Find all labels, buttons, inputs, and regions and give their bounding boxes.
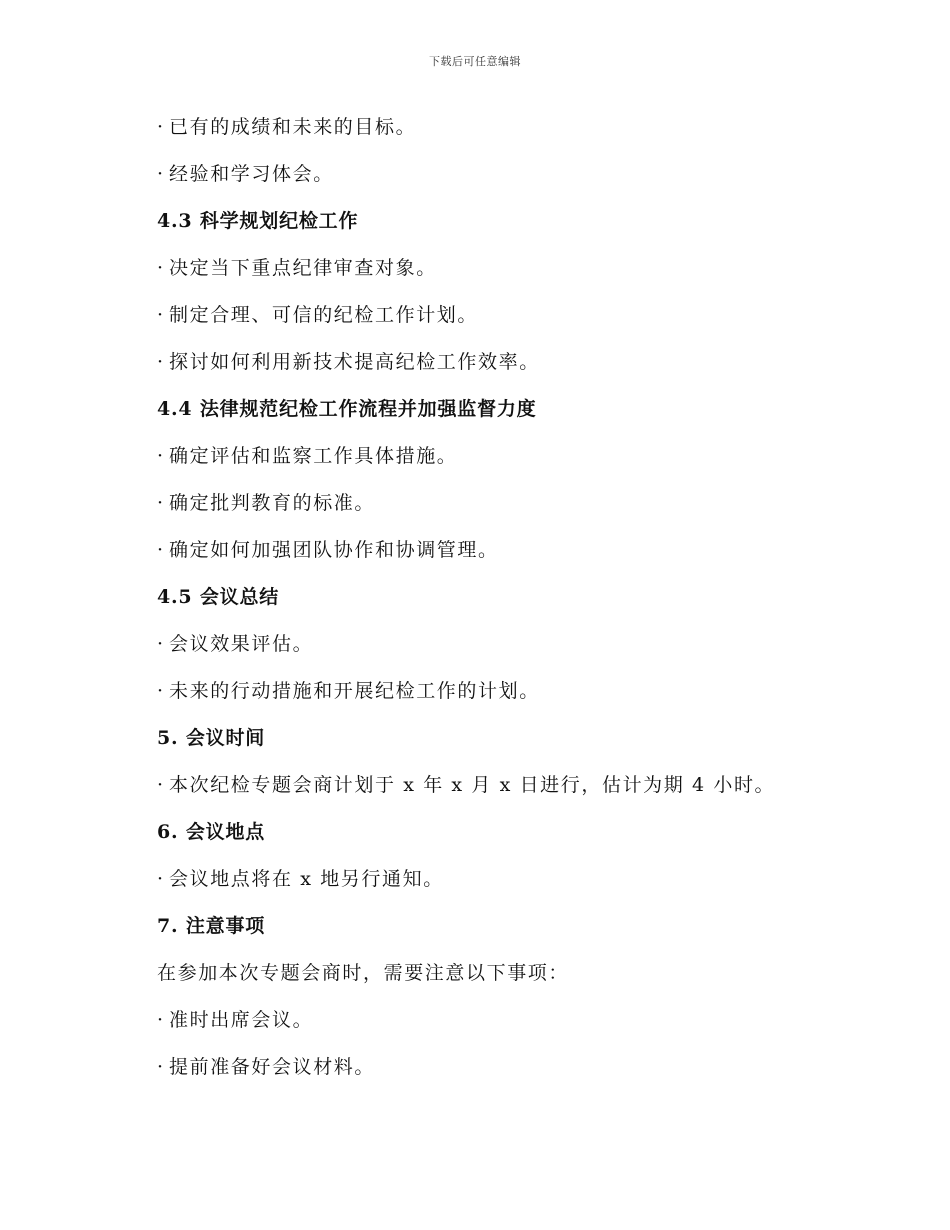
bullet-text: 提前准备好会议材料。 (169, 1056, 376, 1078)
bullet-text: 未来的行动措施和开展纪检工作的计划。 (169, 680, 540, 702)
bullet-item (157, 864, 877, 911)
bullet-dot: · (157, 633, 164, 655)
document-body (157, 112, 877, 1099)
bullet-dot: · (157, 868, 164, 890)
bullet-dot: · (157, 257, 164, 279)
bullet-dot: · (157, 351, 164, 373)
bullet-text: 已有的成绩和未来的目标。 (169, 116, 417, 138)
section-heading: 4.5 会议总结 (157, 586, 280, 608)
bullet-item (157, 347, 877, 394)
bullet-item (157, 300, 877, 347)
section-heading: 4.4 法律规范纪检工作流程并加强监督力度 (157, 398, 537, 420)
bullet-dot: · (157, 304, 164, 326)
bullet-dot: · (157, 116, 164, 138)
bullet-item (157, 159, 877, 206)
paragraph: 在参加本次专题会商时，需要注意以下事项： (157, 962, 570, 984)
bullet-dot: · (157, 492, 164, 514)
bullet-item (157, 676, 877, 723)
bullet-text: 会议效果评估。 (169, 633, 314, 655)
bullet-item (157, 535, 877, 582)
bullet-item (157, 488, 877, 535)
bullet-text: 准时出席会议。 (169, 1009, 314, 1031)
bullet-text: 探讨如何利用新技术提高纪检工作效率。 (169, 351, 540, 373)
bullet-text: 经验和学习体会。 (169, 163, 334, 185)
bullet-item (157, 770, 877, 817)
bullet-item (157, 441, 877, 488)
bullet-dot: · (157, 1009, 164, 1031)
bullet-text: 本次纪检专题会商计划于 x 年 x 月 x 日进行，估计为期 4 小时。 (169, 774, 776, 796)
bullet-text: 确定评估和监察工作具体措施。 (169, 445, 458, 467)
bullet-dot: · (157, 1056, 164, 1078)
bullet-item (157, 112, 877, 159)
page-header-note: 下载后可任意编辑 (429, 55, 521, 68)
bullet-item (157, 253, 877, 300)
bullet-text: 决定当下重点纪律审查对象。 (169, 257, 437, 279)
bullet-item (157, 1005, 877, 1052)
bullet-text: 制定合理、可信的纪检工作计划。 (169, 304, 479, 326)
bullet-dot: · (157, 774, 164, 796)
section-heading: 7. 注意事项 (157, 915, 266, 937)
bullet-text: 确定批判教育的标准。 (169, 492, 376, 514)
bullet-text: 确定如何加强团队协作和协调管理。 (169, 539, 499, 561)
bullet-dot: · (157, 680, 164, 702)
section-heading: 4.3 科学规划纪检工作 (157, 210, 359, 232)
bullet-item (157, 629, 877, 676)
section-heading: 5. 会议时间 (157, 727, 266, 749)
bullet-dot: · (157, 539, 164, 561)
bullet-text: 会议地点将在 x 地另行通知。 (169, 868, 444, 890)
section-heading: 6. 会议地点 (157, 821, 266, 843)
bullet-dot: · (157, 445, 164, 467)
bullet-dot: · (157, 163, 164, 185)
bullet-item (157, 1052, 877, 1099)
